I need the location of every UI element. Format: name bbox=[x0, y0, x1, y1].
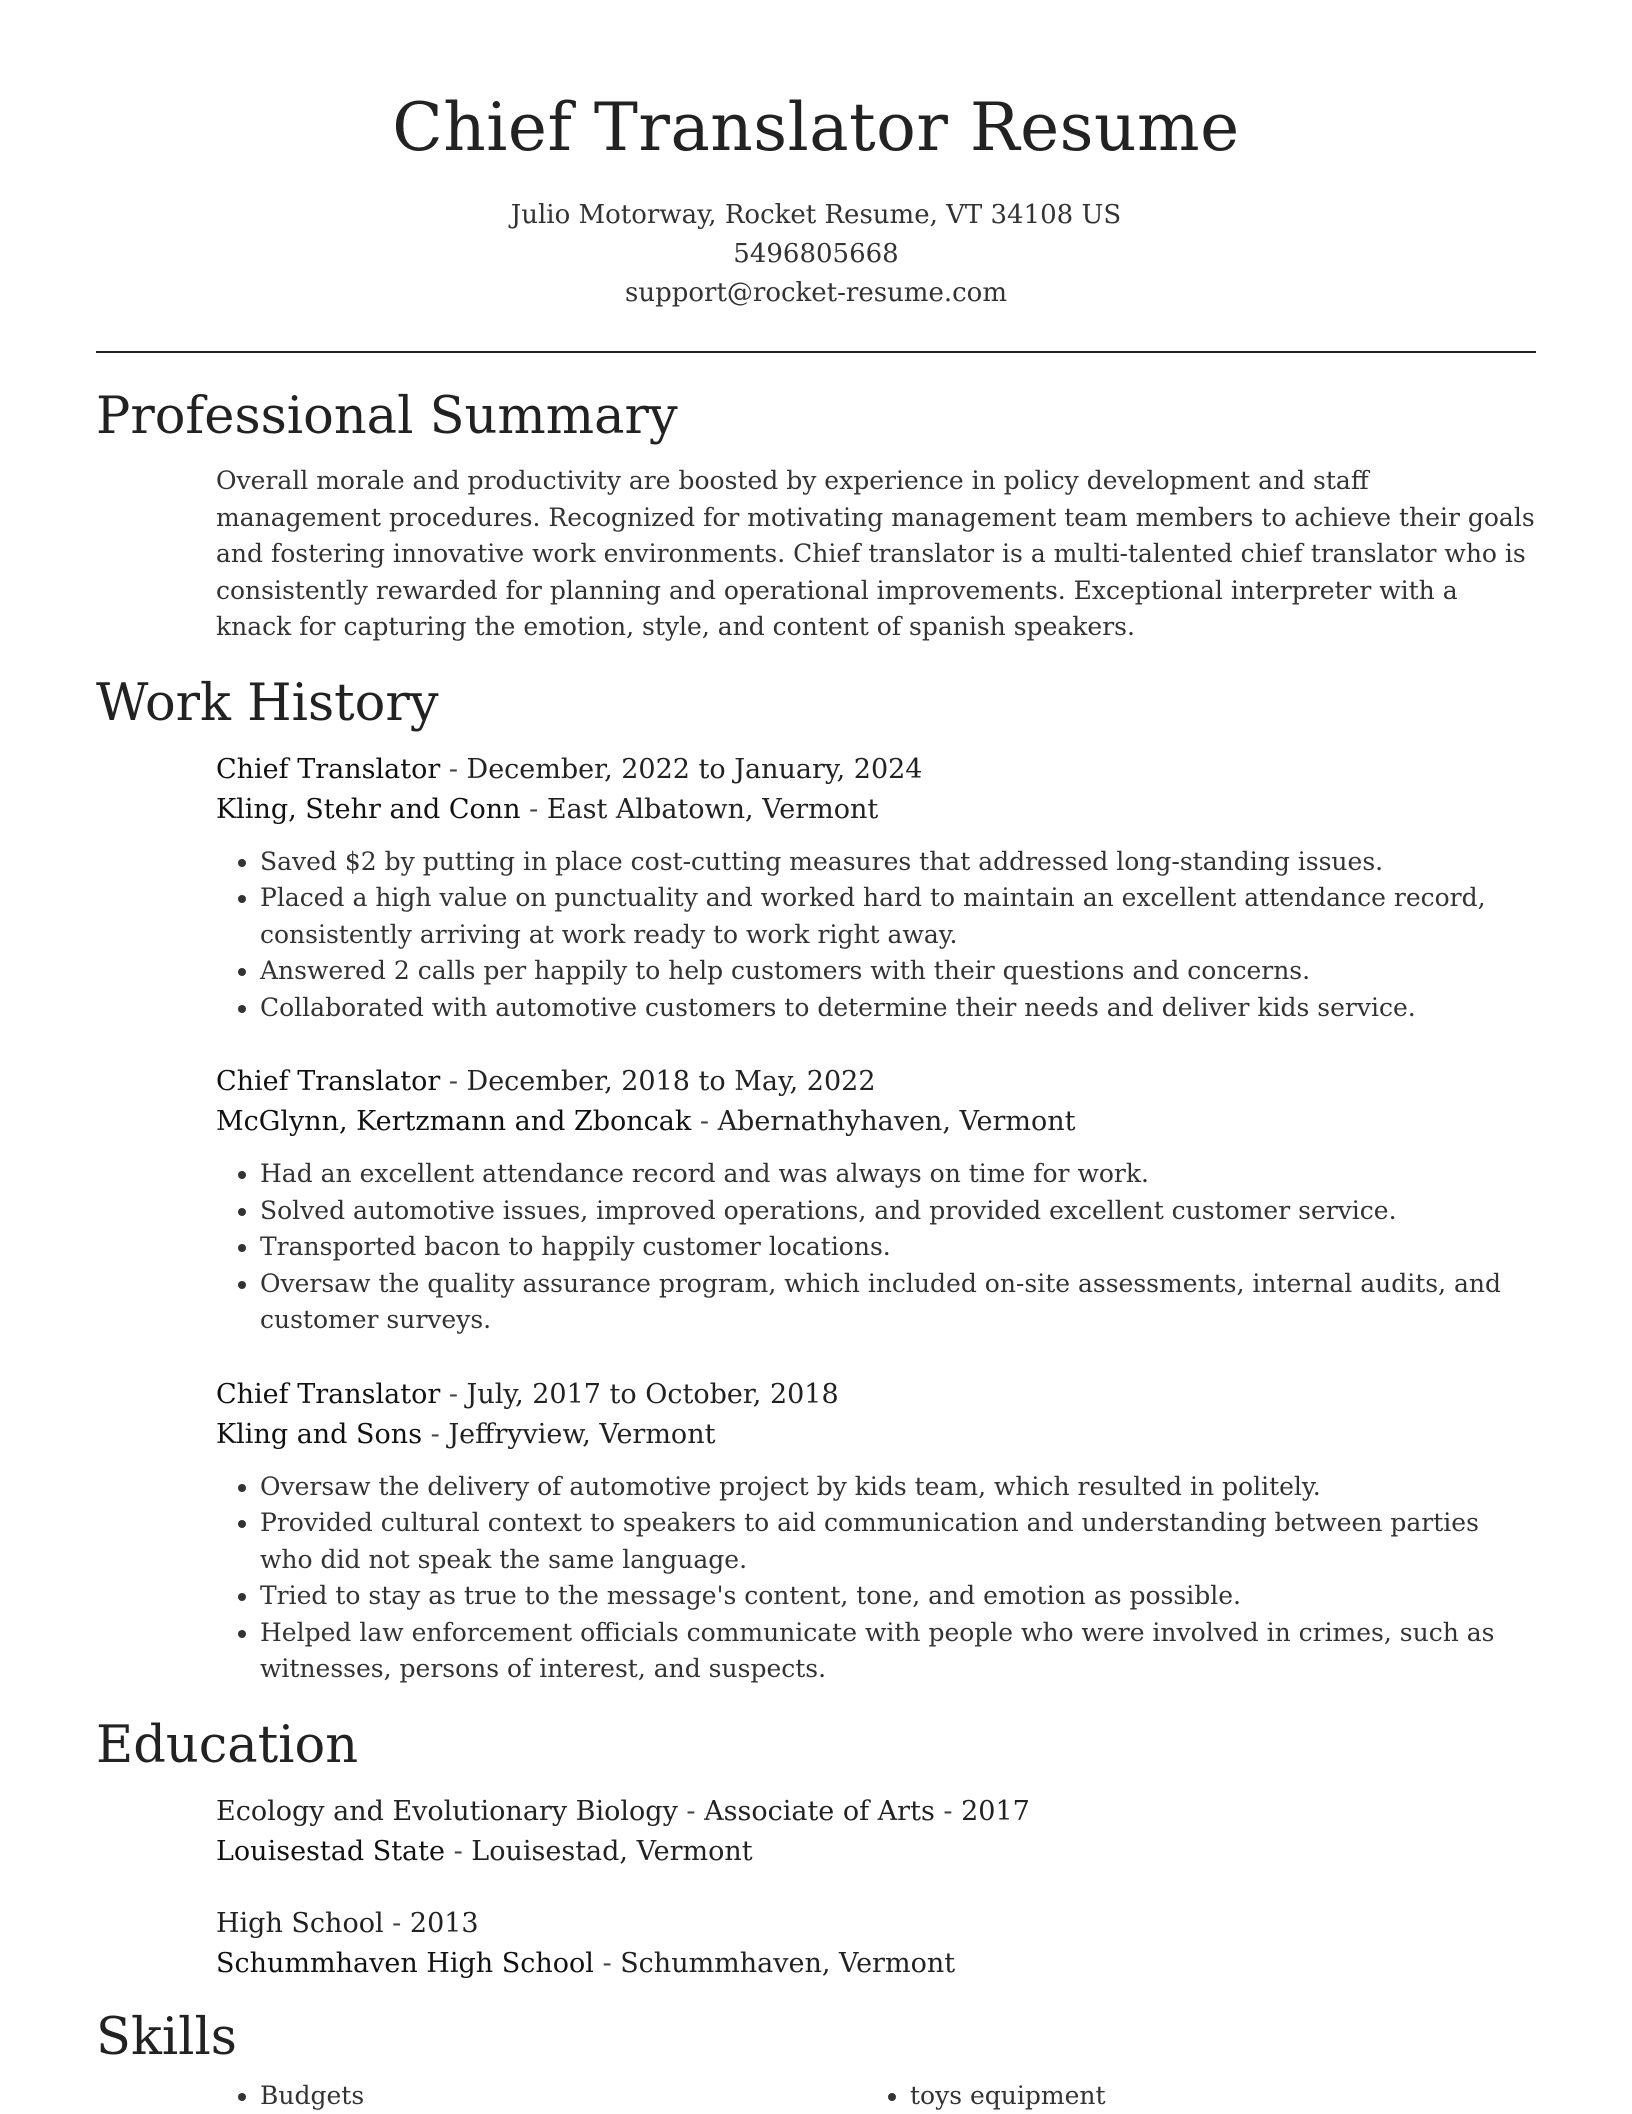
contact-info bbox=[96, 196, 1536, 313]
education-degree-line bbox=[216, 1792, 1536, 1832]
contact-email: support@rocket-resume.com bbox=[96, 274, 1536, 313]
work-history-section bbox=[96, 750, 1536, 1688]
skills-list-left bbox=[216, 2078, 860, 2114]
section-title-skills: Skills bbox=[96, 2006, 1536, 2070]
education-entry bbox=[216, 1904, 1536, 1984]
job-bullet: • Provided cultural context to speakers to aid communication and understanding between parties who did not speak the same language. bbox=[260, 1505, 1536, 1578]
separator: - bbox=[440, 1379, 466, 1410]
job-bullet: • Had an excellent attendance record and was always on time for work. bbox=[260, 1156, 1536, 1193]
education-detail: Associate of Arts bbox=[704, 1796, 935, 1827]
education-section bbox=[96, 1792, 1536, 1984]
contact-phone: 5496805668 bbox=[96, 235, 1536, 274]
job-bullet: • Placed a high value on punctuality and worked hard to maintain an excellent attendance record, consistently arriving at work ready to work right away. bbox=[260, 880, 1536, 953]
separator: - bbox=[594, 1948, 620, 1979]
education-entry bbox=[216, 1792, 1536, 1872]
job-bullet: • Helped law enforcement officials communicate with people who were involved in crimes, such as witnesses, persons of interest, and suspects. bbox=[260, 1615, 1536, 1688]
job-bullet: • Answered 2 calls per happily to help customers with their questions and concerns. bbox=[260, 953, 1536, 990]
job-company-line bbox=[216, 1415, 1536, 1455]
resume-header bbox=[96, 0, 1536, 313]
education-school-line bbox=[216, 1944, 1536, 1984]
job-entry bbox=[216, 1062, 1536, 1339]
education-degree-line bbox=[216, 1904, 1536, 1944]
education-location: Louisestad, Vermont bbox=[471, 1836, 752, 1867]
job-location: East Albatown, Vermont bbox=[547, 794, 878, 825]
job-location: Abernathyhaven, Vermont bbox=[718, 1106, 1076, 1137]
job-bullet: • Solved automotive issues, improved operations, and provided excellent customer service. bbox=[260, 1193, 1536, 1230]
separator: - bbox=[678, 1796, 704, 1827]
job-location: Jeffryview, Vermont bbox=[448, 1419, 715, 1450]
separator: - bbox=[445, 1836, 471, 1867]
job-bullets bbox=[216, 844, 1536, 1027]
job-title-line bbox=[216, 750, 1536, 790]
education-school-line bbox=[216, 1832, 1536, 1872]
summary-section bbox=[96, 463, 1536, 646]
skill-item: • Budgets bbox=[260, 2078, 860, 2114]
header-divider bbox=[96, 351, 1536, 353]
section-title-work-history: Work History bbox=[96, 672, 1536, 736]
job-company: McGlynn, Kertzmann and Zboncak bbox=[216, 1106, 691, 1137]
job-dates: December, 2018 to May, 2022 bbox=[467, 1066, 876, 1097]
job-company-line bbox=[216, 1102, 1536, 1142]
job-entry bbox=[216, 750, 1536, 1027]
section-title-summary: Professional Summary bbox=[96, 385, 1536, 449]
separator: - bbox=[384, 1908, 410, 1939]
education-location: Schummhaven, Vermont bbox=[620, 1948, 955, 1979]
job-bullets bbox=[216, 1156, 1536, 1339]
job-dates: December, 2022 to January, 2024 bbox=[467, 754, 923, 785]
separator: - bbox=[440, 1066, 466, 1097]
summary-text: Overall morale and productivity are boosted by experience in policy development and staff management procedures. Recognized for motivating management team members to achieve their goals and fostering innovative work environments. Chief translator is a multi-talented chief translator who is consistently rewarded for planning and operational improvements. Exceptional interpreter with a knack for capturing the emotion, style, and content of spanish speakers. bbox=[216, 463, 1536, 646]
separator: - bbox=[422, 1419, 448, 1450]
education-school: Louisestad State bbox=[216, 1836, 445, 1867]
separator: - bbox=[691, 1106, 717, 1137]
job-company: Kling and Sons bbox=[216, 1419, 422, 1450]
education-detail: Ecology and Evolutionary Biology bbox=[216, 1796, 678, 1827]
job-title-line bbox=[216, 1062, 1536, 1102]
education-detail: 2017 bbox=[961, 1796, 1030, 1827]
job-bullet: • Oversaw the quality assurance program, which included on-site assessments, internal audits, and customer surveys. bbox=[260, 1266, 1536, 1339]
section-title-education: Education bbox=[96, 1714, 1536, 1778]
contact-address: Julio Motorway, Rocket Resume, VT 34108 US bbox=[96, 196, 1536, 235]
skills-grid bbox=[216, 2078, 1536, 2114]
education-school: Schummhaven High School bbox=[216, 1948, 594, 1979]
job-bullets bbox=[216, 1469, 1536, 1688]
job-bullet: • Collaborated with automotive customers to determine their needs and deliver kids service. bbox=[260, 990, 1536, 1027]
skills-list-right bbox=[860, 2078, 1510, 2114]
separator: - bbox=[521, 794, 547, 825]
job-role: Chief Translator bbox=[216, 1066, 440, 1097]
job-bullet: • Oversaw the delivery of automotive project by kids team, which resulted in politely. bbox=[260, 1469, 1536, 1506]
job-title-line bbox=[216, 1375, 1536, 1415]
job-bullet: • Saved $2 by putting in place cost-cutting measures that addressed long-standing issues. bbox=[260, 844, 1536, 881]
job-entry bbox=[216, 1375, 1536, 1688]
job-role: Chief Translator bbox=[216, 1379, 440, 1410]
resume-title: Chief Translator Resume bbox=[96, 86, 1536, 170]
skills-section bbox=[96, 2078, 1536, 2114]
separator: - bbox=[440, 754, 466, 785]
education-detail: High School bbox=[216, 1908, 384, 1939]
job-dates: July, 2017 to October, 2018 bbox=[467, 1379, 839, 1410]
job-role: Chief Translator bbox=[216, 754, 440, 785]
job-company: Kling, Stehr and Conn bbox=[216, 794, 521, 825]
job-bullet: • Tried to stay as true to the message's content, tone, and emotion as possible. bbox=[260, 1578, 1536, 1615]
education-detail: 2013 bbox=[410, 1908, 479, 1939]
job-bullet: • Transported bacon to happily customer locations. bbox=[260, 1229, 1536, 1266]
separator: - bbox=[935, 1796, 961, 1827]
job-company-line bbox=[216, 790, 1536, 830]
skill-item: • toys equipment bbox=[910, 2078, 1510, 2114]
